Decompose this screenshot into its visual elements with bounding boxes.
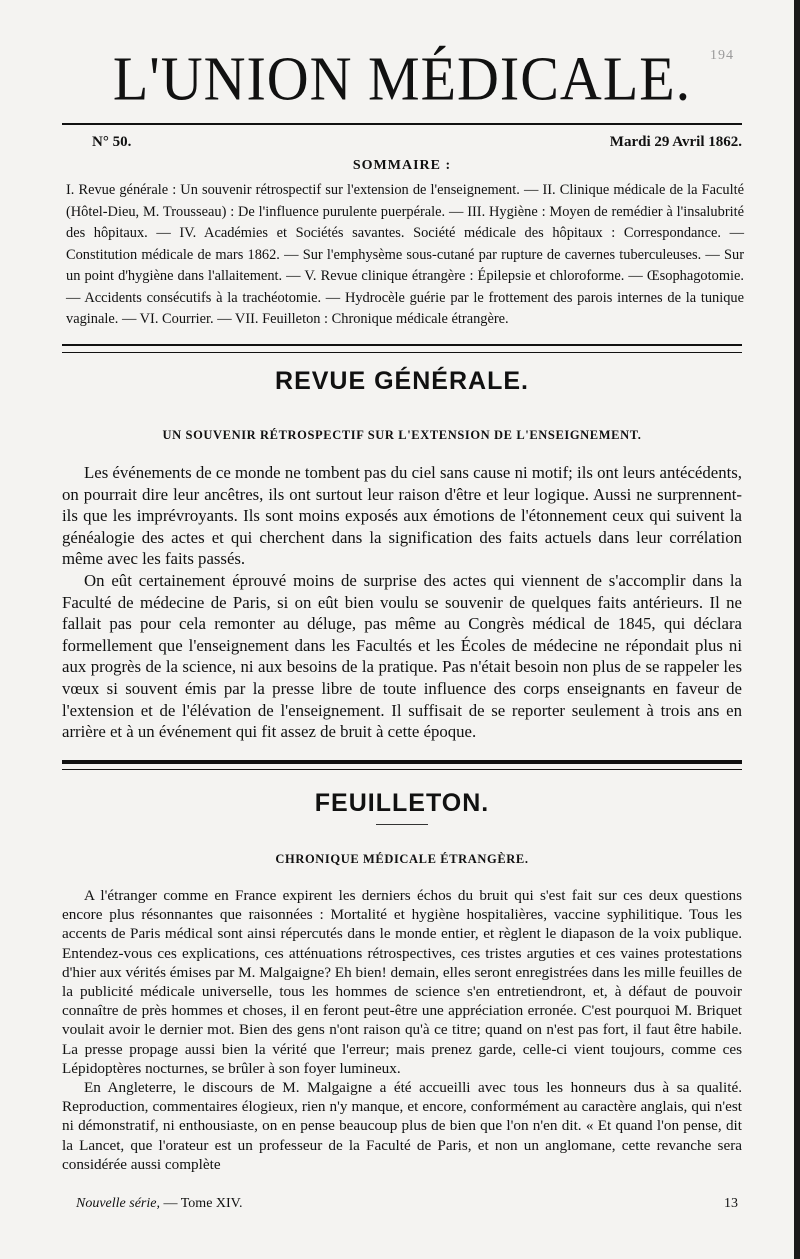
revue-paragraph: Les événements de ce monde ne tombent pas du ciel sans cause ni motif; ils ont leurs antécédents, on pourrait dire leur ancêtres, ils ont surtout leur raison d'être et leur logique. Aussi ne surprennent-ils que les imprévroyants. Ils sont moins exposés aux émotions de l'étonnement ceux qui suivent la généalogie des actes et qui cherchent dans la signification des faits actuels dans leur corrélation même avec les faits passés. bbox=[62, 463, 743, 569]
feuilleton-short-rule bbox=[376, 824, 428, 825]
issue-date: Mardi 29 Avril 1862. bbox=[609, 134, 742, 150]
footer-tome: — Tome XIV. bbox=[159, 1196, 243, 1211]
revue-heading: REVUE GÉNÉRALE. bbox=[275, 367, 529, 395]
footer-sheet-number: 13 bbox=[724, 1196, 738, 1211]
revue-subheading: UN SOUVENIR RÉTROSPECTIF SUR L'EXTENSION DE L'ENSEIGNEMENT. bbox=[162, 428, 642, 442]
footer-series-label: Nouvelle série, bbox=[76, 1196, 160, 1211]
feuilleton-subheading: CHRONIQUE MÉDICALE ÉTRANGÈRE. bbox=[275, 852, 529, 866]
masthead-title: L'UNION MÉDICALE. bbox=[112, 43, 692, 114]
page-folio: 194 bbox=[710, 48, 734, 63]
page-edge-shadow bbox=[794, 0, 800, 1259]
section-divider bbox=[62, 344, 742, 353]
revue-body bbox=[62, 462, 742, 743]
feuilleton-paragraph: En Angleterre, le discours de M. Malgaigne a été accueilli avec tous les honneurs dus à sa qualité. Reproduction, commentaires élogieux, rien n'y manque, et encore, conformément au caractère anglais, qui n'est ni démonstratif, ni enthousiaste, on en pense beaucoup plus de bien que l'on n'en dit. « Et quand l'on pense, dit la Lancet, que l'orateur est un professeur de la Faculté de Paris, et non un anglomane, cette revanche sera considérée aussi complète bbox=[62, 1079, 742, 1173]
revue-paragraph: On eût certainement éprouvé moins de surprise des actes qui viennent de s'accomplir dans la Faculté de médecine de Paris, si on eût bien voulu se souvenir de quelques faits antérieurs. Il ne fallait pas pour cela remonter au déluge, pas même au Congrès médical de 1845, qui déclara formellement que l'enseignement dans les Facultés et les Écoles de médecine ne répondait plus ni aux progrès de la science, ni aux besoins de la pratique. Pas n'était besoin non plus de se rappeler les vœux si souvent émis par la presse libre de toute influence des corps enseignants en faveur de l'extension et de l'élévation de l'enseignement. Il suffisait de se reporter seulement à trois ans en arrière et à un événement qui fit assez de bruit à cette époque. bbox=[62, 570, 742, 742]
issue-number: N° 50. bbox=[92, 134, 132, 150]
sommaire-title: SOMMAIRE : bbox=[352, 158, 452, 173]
masthead-rule bbox=[62, 123, 742, 125]
feuilleton-paragraph: A l'étranger comme en France expirent les derniers échos du bruit qui s'est fait sur ces deux questions encore plus résonnantes que raisonnées : Mortalité et hygiène hospitalières, vaccine syphilitique. Tous les accents de Paris médical sont ainsi répercutés dans le monde entier, et règlent le diapason de la voix publique. Entendez-vous ces explications, ces atténuations rétrospectives, ces tristes arguties et ces vaines protestations d'hier aux vérités émises par M. Malgaigne? Eh bien! demain, elles seront enregistrées dans les mille feuilles de la publicité médicale universelle, tous les hommes de science s'en entretiendront, et, à défaut de pouvoir connaître de près hommes et choses, il en feront peut-être une appréciation erronée. C'est pourquoi M. Briquet voulait avoir le dernier mot. Bien des gens n'ont raison qu'à ce titre; quand on n'est pas fort, il faut être habile. La presse propage aussi bien la vérité que l'erreur; mais prenez garde, celle-ci vient toujours, comme ces Lépidoptères nocturnes, se brûler à son foyer lumineux. bbox=[62, 887, 742, 1077]
feuilleton-divider bbox=[62, 760, 742, 770]
sommaire-block bbox=[66, 180, 744, 331]
feuilleton-heading: FEUILLETON. bbox=[314, 789, 490, 817]
sommaire-text: I. Revue générale : Un souvenir rétrospectif sur l'extension de l'enseignement. — II. Clinique médicale de la Faculté (Hôtel-Dieu, M. Trousseau) : De l'influence purulente puerpérale. — III. Hygiène : Moyen de remédier à l'insalubrité des hôpitaux. — IV. Académies et Sociétés savantes. Société médicale des hôpitaux : Correspondance. — Constitution médicale de mars 1862. — Sur l'emphysème sous-cutané par rupture de cavernes tuberculeuses. — Sur un point d'hygiène dans l'allaitement. — V. Revue clinique étrangère : Épilepsie et chloroforme. — Œsophagotomie. — Accidents consécutifs à la trachéotomie. — Hydrocèle guérie par le frottement des parois internes de la tunique vaginale. — VI. Courrier. — VII. Feuilleton : Chronique médicale étrangère. bbox=[66, 182, 744, 327]
feuilleton-body bbox=[62, 886, 742, 1174]
footer-series bbox=[76, 1196, 243, 1212]
